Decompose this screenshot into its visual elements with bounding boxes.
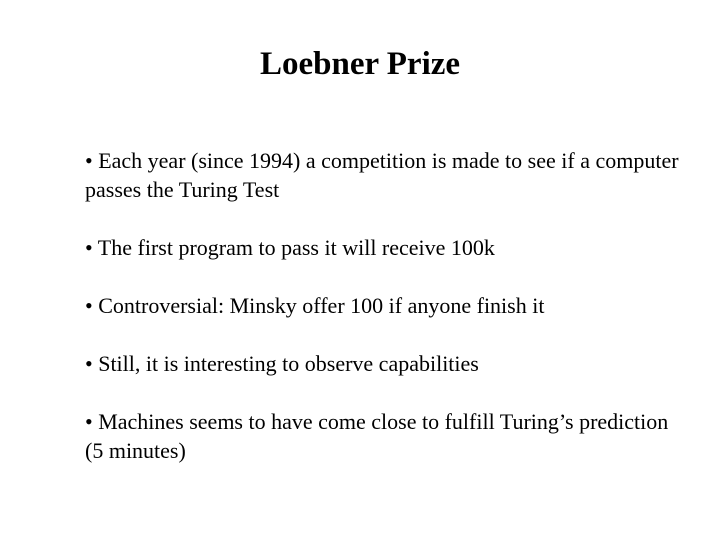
bullet-item: • Each year (since 1994) a competition is made to see if a computer passes the Turing Test [85, 148, 679, 202]
bullet-list [85, 146, 685, 465]
bullet-item: • Machines seems to have come close to fulfill Turing’s prediction (5 minutes) [85, 409, 669, 463]
bullet-item: • The first program to pass it will receive 100k [85, 235, 495, 260]
bullet-item: • Still, it is interesting to observe capabilities [85, 351, 479, 376]
slide-title: Loebner Prize [259, 46, 461, 82]
bullet-item: • Controversial: Minsky offer 100 if anyone finish it [85, 293, 545, 318]
